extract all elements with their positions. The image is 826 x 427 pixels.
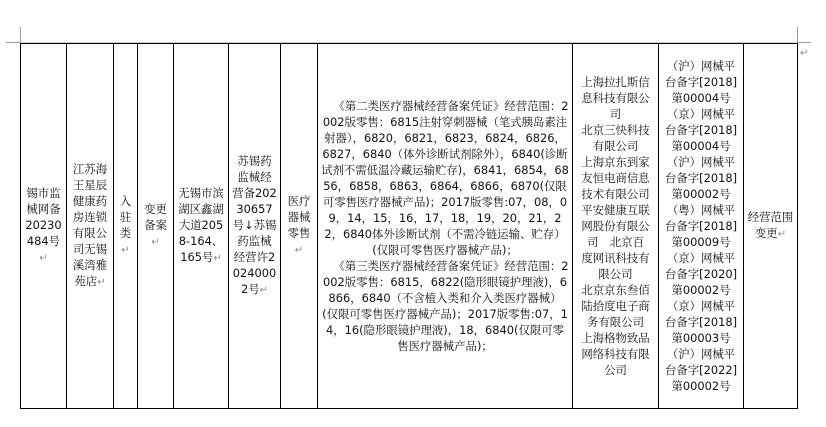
change-type-cell: 变更备案↵ xyxy=(138,44,174,409)
platform-line: 有限公司 xyxy=(592,139,639,153)
record-line: 第00002号 xyxy=(671,187,731,201)
left-margin-corner-mark xyxy=(20,27,21,43)
record-line: 台备字[2018] xyxy=(664,75,738,89)
platform-line: 技术有限公司 xyxy=(581,187,650,201)
record-line: 第00002号 xyxy=(671,283,731,297)
record-table xyxy=(20,43,798,409)
record-line: （京）网械平 xyxy=(666,107,736,121)
platform-line: 公司 xyxy=(604,363,627,377)
table-row xyxy=(21,44,798,409)
platform-line: 网股份有限公 xyxy=(581,219,650,233)
record-line: （京）网械平 xyxy=(666,299,736,313)
company-cell: 江苏海王星辰健康药房连锁有限公司无锡溪湾雅苑店↵ xyxy=(67,44,114,409)
record-line: 第00002号 xyxy=(671,379,731,393)
product-type-cell: 医疗器械零售↵ xyxy=(281,44,318,409)
platform-line: 息科技有限公 xyxy=(581,91,650,105)
record-line: （京）网械平 xyxy=(666,251,736,265)
platform-companies-cell xyxy=(573,44,659,409)
scope-paragraph: 《第三类医疗器械经营备案凭证》经营范围：2002版零售：6815，6822(隐形眼镜护理液)，6866，6840（不含植入类和介入类医疗器械）(仅限可零售医疗器械产品)；2017版零售:07，14，16(隐形眼镜护理液)，18，6840(仅限可零售医疗器械产品)； xyxy=(322,259,569,353)
note-cell: 经营范围变更↵ xyxy=(744,44,798,409)
license-cell: 苏锡药监械经营备20230657号↓苏锡药监械经营许20240002号↵ xyxy=(229,44,281,409)
record-line: 台备字[2018] xyxy=(664,171,738,185)
platform-line: 司 xyxy=(609,107,622,121)
record-line: （沪）网械平 xyxy=(666,155,736,169)
record-line: 第00009号 xyxy=(671,235,731,249)
category-cell: 入驻类↵ xyxy=(114,44,138,409)
platform-line: 限公司 xyxy=(598,267,633,281)
record-line: 台备字[2022] xyxy=(664,363,738,377)
record-line: （沪）网械平 xyxy=(666,347,736,361)
platform-line: 陆拾度电子商 xyxy=(581,299,650,313)
left-margin-corner-mark xyxy=(6,42,20,43)
address-cell: 无锡市滨湖区鑫湖大道2058-164、165号↵ xyxy=(174,44,229,409)
platform-record-numbers-cell xyxy=(659,44,744,409)
platform-line: 友恒电商信息 xyxy=(581,171,650,185)
record-line: 台备字[2018] xyxy=(664,123,738,137)
record-line: （沪）网械平 xyxy=(666,59,736,73)
platform-line: 务有限公司 xyxy=(587,315,644,329)
platform-line: 度网讯科技有 xyxy=(581,251,650,265)
platform-line: 平安健康互联 xyxy=(581,203,650,217)
scope-paragraph: 《第二类医疗器械经营备案凭证》经营范围：2002版零售：6815注射穿刺器械（笔式胰岛素注射器），6820，6821，6823，6824，6826，6827，6840（体外诊断试剂除外），6840(诊断试剂不需低温冷藏运输贮存)，6841，6854，6856，6858，6863，6864，6866，6870(仅限可零售医疗器械产品)；2017版零售:07，08，09，14，15，16，17，18，19，20，21，22，6840体外诊断试剂（不需冷链运输、贮存）(仅限可零售医疗器械产品)； xyxy=(321,99,569,257)
record-line: （粤）网械平 xyxy=(666,203,736,217)
record-line: 台备字[2018] xyxy=(664,219,738,233)
record-line: 台备字[2018] xyxy=(664,315,738,329)
authority-cell: 锡市监械网备20230484号↵ xyxy=(21,44,67,409)
right-margin-corner-mark xyxy=(797,27,798,43)
platform-line: 上海拉扎斯信 xyxy=(581,75,650,89)
platform-line: 司 北京百 xyxy=(587,235,644,249)
platform-line: 上海格物致品 xyxy=(581,331,650,345)
business-scope-cell xyxy=(318,44,573,409)
record-line: 第00004号 xyxy=(671,139,731,153)
right-margin-corner-mark xyxy=(797,42,811,43)
record-line: 台备字[2020] xyxy=(664,267,738,281)
record-line: 第00003号 xyxy=(671,331,731,345)
platform-line: 网络科技有限 xyxy=(581,347,650,361)
platform-line: 北京京东叁佰 xyxy=(581,283,650,297)
record-line: 第00004号 xyxy=(671,91,731,105)
platform-line: 北京三快科技 xyxy=(581,123,650,137)
paragraph-mark: ↵ xyxy=(800,48,809,59)
platform-line: 上海京东到家 xyxy=(581,155,650,169)
